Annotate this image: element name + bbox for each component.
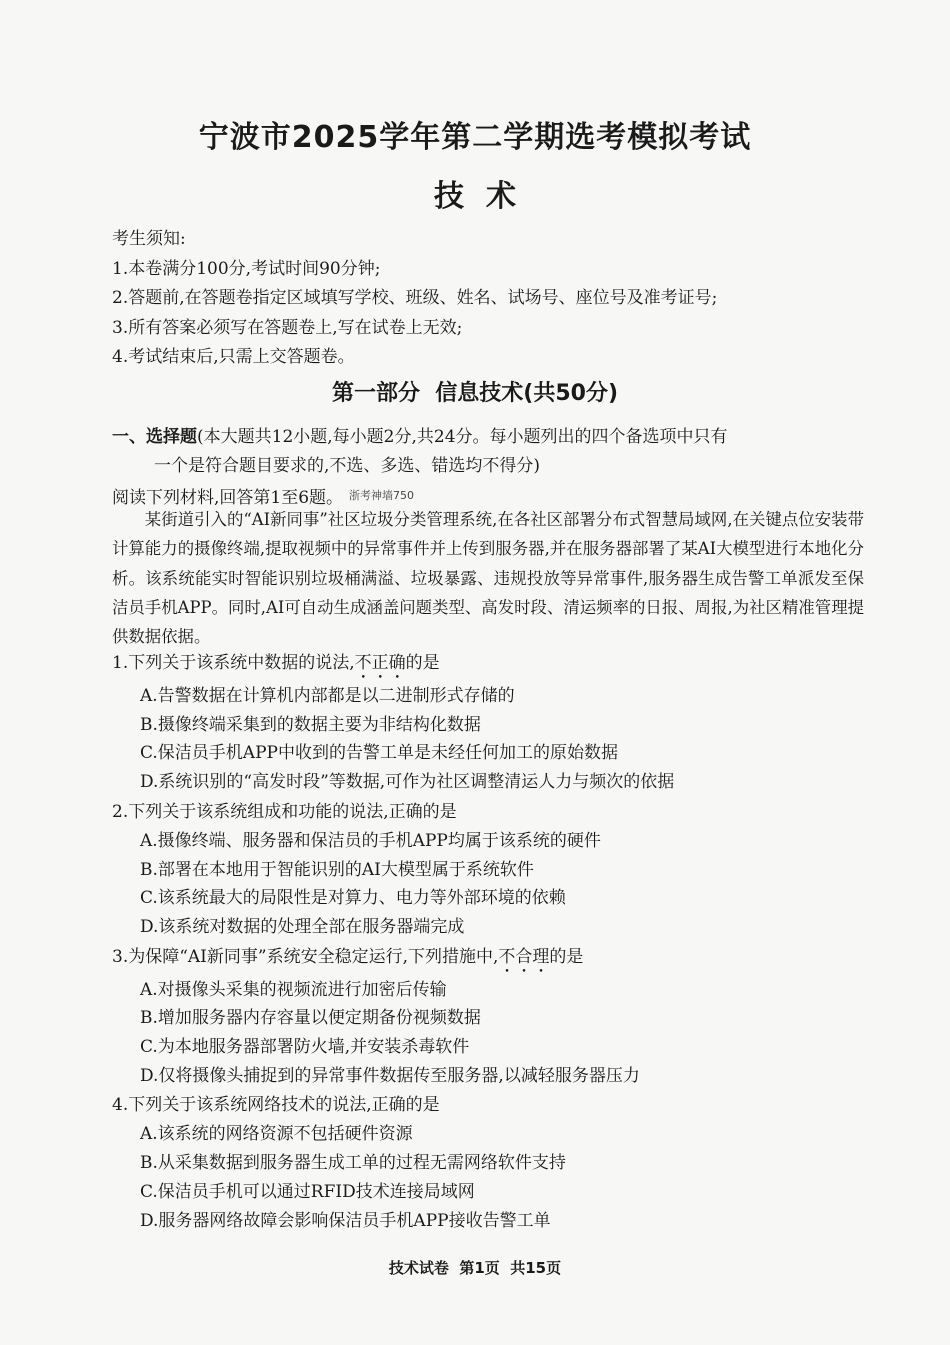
- option-a: A.摄像终端、服务器和保洁员的手机APP均属于该系统的硬件: [140, 830, 601, 851]
- option-d: D.服务器网络故障会影响保洁员手机APP接收告警工单: [140, 1210, 551, 1231]
- section-choice: [112, 423, 872, 513]
- section-head: 一、选择题: [112, 427, 197, 447]
- exam-title: 宁波市2025学年第二学期选考模拟考试: [198, 120, 752, 155]
- notice-item: 2.答题前,在答题卷指定区域填写学校、班级、姓名、试场号、座位号及准考证号;: [112, 288, 718, 308]
- notice-heading: 考生须知:: [112, 229, 186, 249]
- option-b: B.部署在本地用于智能识别的AI大模型属于系统软件: [140, 859, 534, 880]
- notice-item: 4.考试结束后,只需上交答题卷。: [112, 347, 355, 367]
- passage-text: 某街道引入的“AI新同事”社区垃圾分类管理系统,在各社区部署分布式智慧局域网,在关键点位安装带计算能力的摄像终端,提取视频中的异常事件并上传到服务器,并在服务器部署了某AI大模型进行本地化分析。该系统能实时智能识别垃圾桶满溢、垃圾暴露、违规投放等异常事件,服务器生成告警工单派发至保洁员手机APP。同时,AI可自动生成涵盖问题类型、高发时段、清运频率的日报、周报,为社区精准管理提供数据依据。: [112, 510, 864, 647]
- question-stem: 2.下列关于该系统组成和功能的说法,正确的是: [112, 801, 457, 822]
- option-d: D.该系统对数据的处理全部在服务器端完成: [140, 916, 465, 937]
- notice-item: 3.所有答案必须写在答题卷上,写在试卷上无效;: [112, 317, 463, 338]
- option-c: C.保洁员手机可以通过RFID技术连接局域网: [140, 1181, 475, 1202]
- reading-passage: [112, 505, 864, 651]
- candidate-notice: [112, 225, 717, 373]
- option-b: B.从采集数据到服务器生成工单的过程无需网络软件支持: [140, 1153, 566, 1174]
- option-d: D.仅将摄像头捕捉到的异常事件数据传至服务器,以减轻服务器压力: [140, 1065, 640, 1086]
- page-footer: 技术试卷 第1页 共15页: [388, 1259, 562, 1277]
- question-stem: 4.下列关于该系统网络技术的说法,正确的是: [112, 1095, 440, 1116]
- option-a: A.告警数据在计算机内部都是以二进制形式存储的: [140, 686, 515, 706]
- section-desc: (本大题共12小题,每小题2分,共24分。每小题列出的四个备选项中只有: [197, 427, 728, 447]
- option-a: A.该系统的网络资源不包括硬件资源: [140, 1124, 413, 1145]
- part-title: 第一部分 信息技术(共50分): [331, 381, 619, 406]
- emphasis-text: 不合理: [498, 946, 550, 967]
- subject-title: 技术: [434, 179, 538, 214]
- question-list: [112, 648, 872, 1235]
- notice-item: 1.本卷满分100分,考试时间90分钟;: [112, 258, 381, 279]
- question-4: [112, 1090, 872, 1235]
- option-a: A.对摄像头采集的视频流进行加密后传输: [140, 979, 447, 1000]
- question-1: [112, 648, 872, 797]
- question-stem: 3.为保障“AI新同事”系统安全稳定运行,下列措施中,不合理的是: [112, 946, 584, 967]
- question-3: [112, 942, 872, 1091]
- reading-instruction: 阅读下列材料,回答第1至6题。: [112, 488, 344, 508]
- question-stem: 1.下列关于该系统中数据的说法,不正确的是: [112, 653, 440, 673]
- emphasis-text: 不正确: [354, 653, 406, 673]
- option-c: C.该系统最大的局限性是对算力、电力等外部环境的依赖: [140, 888, 566, 909]
- option-c: C.保洁员手机APP中收到的告警工单是未经任何加工的原始数据: [140, 743, 618, 764]
- question-2: [112, 797, 872, 942]
- watermark: 浙考神墙750: [349, 489, 415, 502]
- option-b: B.摄像终端采集到的数据主要为非结构化数据: [140, 714, 481, 735]
- section-desc-cont: 一个是符合题目要求的,不选、多选、错选均不得分): [154, 456, 541, 476]
- option-c: C.为本地服务器部署防火墙,并安装杀毒软件: [140, 1037, 470, 1058]
- option-d: D.系统识别的“高发时段”等数据,可作为社区调整清运人力与频次的依据: [140, 772, 675, 793]
- option-b: B.增加服务器内存容量以便定期备份视频数据: [140, 1008, 481, 1029]
